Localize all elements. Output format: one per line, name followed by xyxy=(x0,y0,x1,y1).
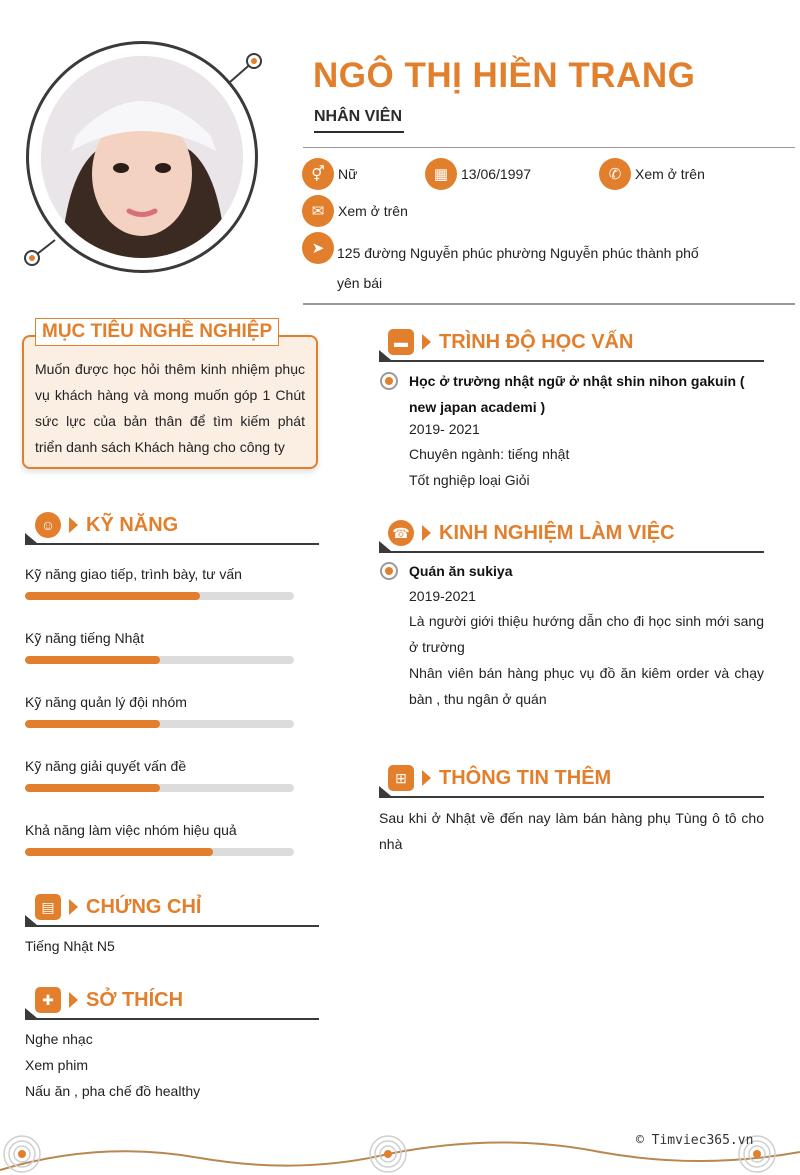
contact-divider-bottom xyxy=(303,303,795,305)
avatar xyxy=(26,41,258,273)
skills-title: KỸ NĂNG xyxy=(86,513,179,536)
certificates-title: CHỨNG CHỈ xyxy=(86,895,202,918)
address-info xyxy=(302,232,338,264)
hobbies-underline xyxy=(25,1018,319,1020)
skill-bar xyxy=(25,656,294,664)
gender-info xyxy=(302,158,357,190)
certificates-heading xyxy=(35,894,201,920)
education-major: Chuyên ngành: tiếng nhật xyxy=(409,446,570,462)
gender-icon: ⚥ xyxy=(302,158,334,190)
position-underline xyxy=(314,131,404,133)
experience-heading xyxy=(388,520,675,546)
skill-bar-fill xyxy=(25,848,213,856)
skill-label: Kỹ năng giao tiếp, trình bày, tư vấn xyxy=(25,566,242,582)
heading-arrow-icon xyxy=(69,992,78,1008)
heading-arrow-icon xyxy=(69,899,78,915)
skill-bar-fill xyxy=(25,592,200,600)
experience-period: 2019-2021 xyxy=(409,588,476,604)
contact-divider-top xyxy=(303,147,795,148)
heading-corner xyxy=(25,915,37,925)
additional-title: THÔNG TIN THÊM xyxy=(439,766,612,789)
hobbies-heading xyxy=(35,987,183,1013)
hobbies-title: SỞ THÍCH xyxy=(86,988,184,1011)
skill-bar-fill xyxy=(25,656,160,664)
lightbulb-icon: ☺ xyxy=(35,512,61,538)
heading-arrow-icon xyxy=(69,517,78,533)
experience-bullet-icon xyxy=(380,562,398,580)
heading-arrow-icon xyxy=(422,334,431,350)
objective-title: MỤC TIÊU NGHỀ NGHIỆP xyxy=(35,318,279,346)
experience-underline xyxy=(379,551,764,553)
telephone-icon: ☎ xyxy=(388,520,414,546)
certificate-item: Tiếng Nhật N5 xyxy=(25,938,115,954)
heading-arrow-icon xyxy=(422,770,431,786)
envelope-icon: ✉ xyxy=(302,195,334,227)
certificate-icon: ▤ xyxy=(35,894,61,920)
candidate-position: NHÂN VIÊN xyxy=(314,108,403,125)
heading-arrow-icon xyxy=(422,525,431,541)
heading-corner xyxy=(379,786,391,796)
gamepad-icon: ✚ xyxy=(35,987,61,1013)
portrait-image xyxy=(41,56,243,258)
heading-corner xyxy=(379,350,391,360)
candidate-name: NGÔ THỊ HIỀN TRANG xyxy=(313,56,696,95)
education-title: TRÌNH ĐỘ HỌC VẤN xyxy=(439,330,634,353)
email-value: Xem ở trên xyxy=(338,203,408,219)
skill-bar xyxy=(25,784,294,792)
heading-corner xyxy=(379,541,391,551)
heading-corner xyxy=(25,533,37,543)
skills-heading xyxy=(35,512,178,538)
certificates-underline xyxy=(25,925,319,927)
experience-description: Nhân viên bán hàng phục vụ đồ ăn kiêm order và chạy bàn , thu ngân ở quán xyxy=(409,665,764,707)
skill-bar xyxy=(25,592,294,600)
skill-bar xyxy=(25,848,294,856)
skills-underline xyxy=(25,543,319,545)
skill-label: Kỹ năng giải quyết vấn đề xyxy=(25,758,187,774)
education-heading xyxy=(388,329,633,355)
education-result: Tốt nghiệp loại Giỏi xyxy=(409,472,530,488)
additional-underline xyxy=(379,796,764,798)
email-info xyxy=(302,195,408,227)
education-school: Học ở trường nhật ngữ ở nhật shin nihon gakuin ( new japan academi ) xyxy=(409,373,745,415)
skill-label: Kỹ năng tiếng Nhật xyxy=(25,630,145,646)
hobby-item: Nghe nhạc xyxy=(25,1031,93,1047)
gender-value: Nữ xyxy=(338,166,358,182)
birthday-info xyxy=(425,158,531,190)
additional-text: Sau khi ở Nhật về đến nay làm bán hàng phụ Tùng ô tô cho nhà xyxy=(379,810,764,852)
skill-label: Khả năng làm việc nhóm hiệu quả xyxy=(25,822,237,838)
education-bullet-icon xyxy=(380,372,398,390)
phone-info xyxy=(599,158,705,190)
birthday-value: 13/06/1997 xyxy=(461,166,532,182)
education-period: 2019- 2021 xyxy=(409,421,480,437)
skill-bar xyxy=(25,720,294,728)
objective-text: Muốn được học hỏi thêm kinh nhiệm phục vụ khách hàng và mong muốn góp 1 Chút sức lực của bản thân để tìm kiếm phát triển danh sách Khách hàng cho công ty xyxy=(35,361,305,455)
skill-bar-fill xyxy=(25,720,160,728)
experience-company: Quán ăn sukiya xyxy=(409,563,513,579)
footer-credit: © Timviec365.vn xyxy=(636,1133,754,1148)
phone-value: Xem ở trên xyxy=(635,166,705,182)
copy-plus-icon: ⊞ xyxy=(388,765,414,791)
experience-title: KINH NGHIỆM LÀM VIỆC xyxy=(439,521,675,544)
hobby-item: Xem phim xyxy=(25,1057,89,1073)
briefcase-icon: ▬ xyxy=(388,329,414,355)
address-value: 125 đường Nguyễn phúc phường Nguyễn phúc thành phố yên bái xyxy=(337,245,699,291)
skill-bar-fill xyxy=(25,784,160,792)
education-underline xyxy=(379,360,764,362)
additional-heading xyxy=(388,765,611,791)
calendar-icon: ▦ xyxy=(425,158,457,190)
phone-icon: ✆ xyxy=(599,158,631,190)
heading-corner xyxy=(25,1008,37,1018)
location-arrow-icon: ➤ xyxy=(302,232,334,264)
skill-label: Kỹ năng quản lý đội nhóm xyxy=(25,694,187,710)
experience-description: Là người giới thiệu hướng dẫn cho đi học sinh mới sang ở trường xyxy=(409,613,764,655)
avatar-photo xyxy=(41,56,243,258)
hobby-item: Nấu ăn , pha chế đồ healthy xyxy=(25,1083,201,1099)
